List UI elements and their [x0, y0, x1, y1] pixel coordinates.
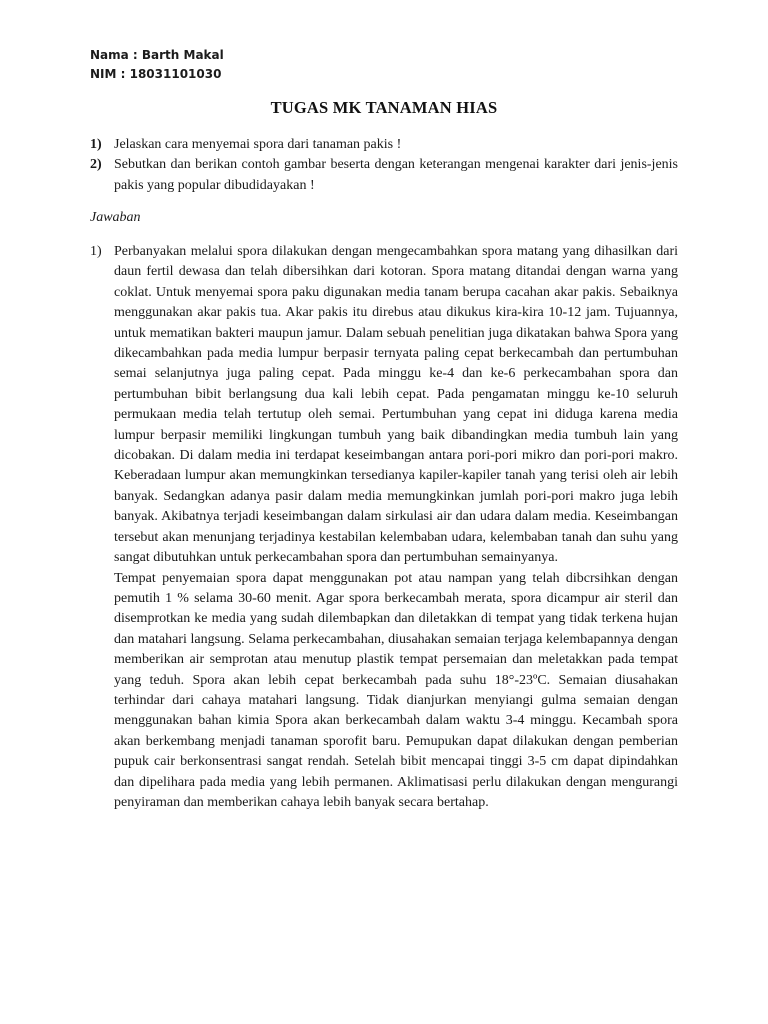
question-text: Sebutkan dan berikan contoh gambar beserta dengan keterangan mengenai karakter dari jenis-jenis pakis yang popular dibudidayakan ! [114, 157, 678, 193]
student-name: Nama : Barth Makal [90, 48, 224, 62]
answer-paragraph-2: Tempat penyemaian spora dapat menggunakan pot atau nampan yang telah dibcrsihkan dengan pemutih 1 % selama 30-60 menit. Agar spora berkecambah merata, spora dicampur air steril dan disemprotkan ke media yang sudah dilembapkan dan diletakkan di tempat yang tidak terkena hujan dan matahari langsung. Selama perkecambahan, diusahakan semaian terjaga kelembapannya dengan memberikan air semprotan atau menutup plastik tempat persemaian dan meletakkan pada tempat yang teduh. Spora akan lebih cepat berkecambah pada suhu 18°-23ºC. Semaian diusahakan terhindar dari cahaya matahari langsung. Tidak dianjurkan menyiangi gulma semaian dengan menggunakan bahan kimia Spora akan berkecambah dalam waktu 3-4 minggu. Kecambah spora akan berkembang menjadi tanaman sporofit baru. Pemupukan dapat dilakukan dengan pemberian pupuk cair berkonsentrasi sangat rendah. Setelah bibit mencapai tinggi 3-5 cm dapat dipindahkan dan dipelihara pada media yang lebih permanen. Aklimatisasi perlu dilakukan dengan mengurangi penyiraman dan memberikan cahaya lebih banyak secara bertahap. [114, 570, 678, 810]
answer-heading: Jawaban [90, 210, 141, 225]
answer-section [90, 242, 678, 813]
question-item [90, 135, 678, 155]
question-number: 1) [90, 137, 102, 152]
answer-number: 1) [90, 244, 102, 259]
question-text: Jelaskan cara menyemai spora dari tanaman pakis ! [114, 137, 402, 152]
answer-item [90, 242, 678, 813]
document-title: TUGAS MK TANAMAN HIAS [270, 98, 498, 117]
question-item [90, 155, 678, 196]
student-nim: NIM : 18031101030 [90, 67, 222, 81]
question-list [90, 135, 678, 196]
question-number: 2) [90, 157, 102, 173]
answer-paragraph-1: Perbanyakan melalui spora dilakukan dengan mengecambahkan spora matang yang dihasilkan dari daun fertil dewasa dan telah dibersihkan dari kotoran. Spora matang ditandai dengan warna yang coklat. Untuk menyemai spora paku digunakan media tanam berupa cacahan akar pakis. Sebaiknya menggunakan akar pakis tua. Akar pakis itu direbus atau dikukus kira-kira 10-12 jam. Tujuannya, untuk mematikan bakteri maupun jamur. Dalam sebuah penelitian juga dikatakan bahwa Spora yang dikecambahkan pada media lumpur berpasir ternyata paling cepat berkecambah dan pertumbuhan semai selanjutnya juga paling cepat. Pada minggu ke-4 dan ke-6 perkecambahan spora dan pertumbuhan bibit berlangsung dua kali lebih cepat. Pada pengamatan minggu ke-10 seluruh permukaan media telah tertutup oleh semai. Pertumbuhan yang cepat ini diduga karena media lumpur berpasir memiliki lingkungan tumbuh yang baik dibandingkan media tumbuh lain yang dicobakan. Di dalam media ini terdapat keseimbangan antara pori-pori mikro dan pori-pori makro. Keberadaan lumpur akan memungkinkan tersedianya kapiler-kapiler tanah yang terisi oleh air lebih banyak. Sedangkan adanya pasir dalam media memungkinkan jumlah pori-pori makro juga lebih banyak. Akibatnya terjadi keseimbangan dalam sirkulasi air dan udara dalam media. Keseimbangan tersebut akan menunjang terjadinya kestabilan kelembaban udara, kelembaban tanah dan suhu yang sangat dibutuhkan untuk perkecambahan spora dan pertumbuhan semainyanya. [114, 244, 678, 566]
student-info [90, 46, 224, 84]
answer-body [114, 242, 678, 813]
